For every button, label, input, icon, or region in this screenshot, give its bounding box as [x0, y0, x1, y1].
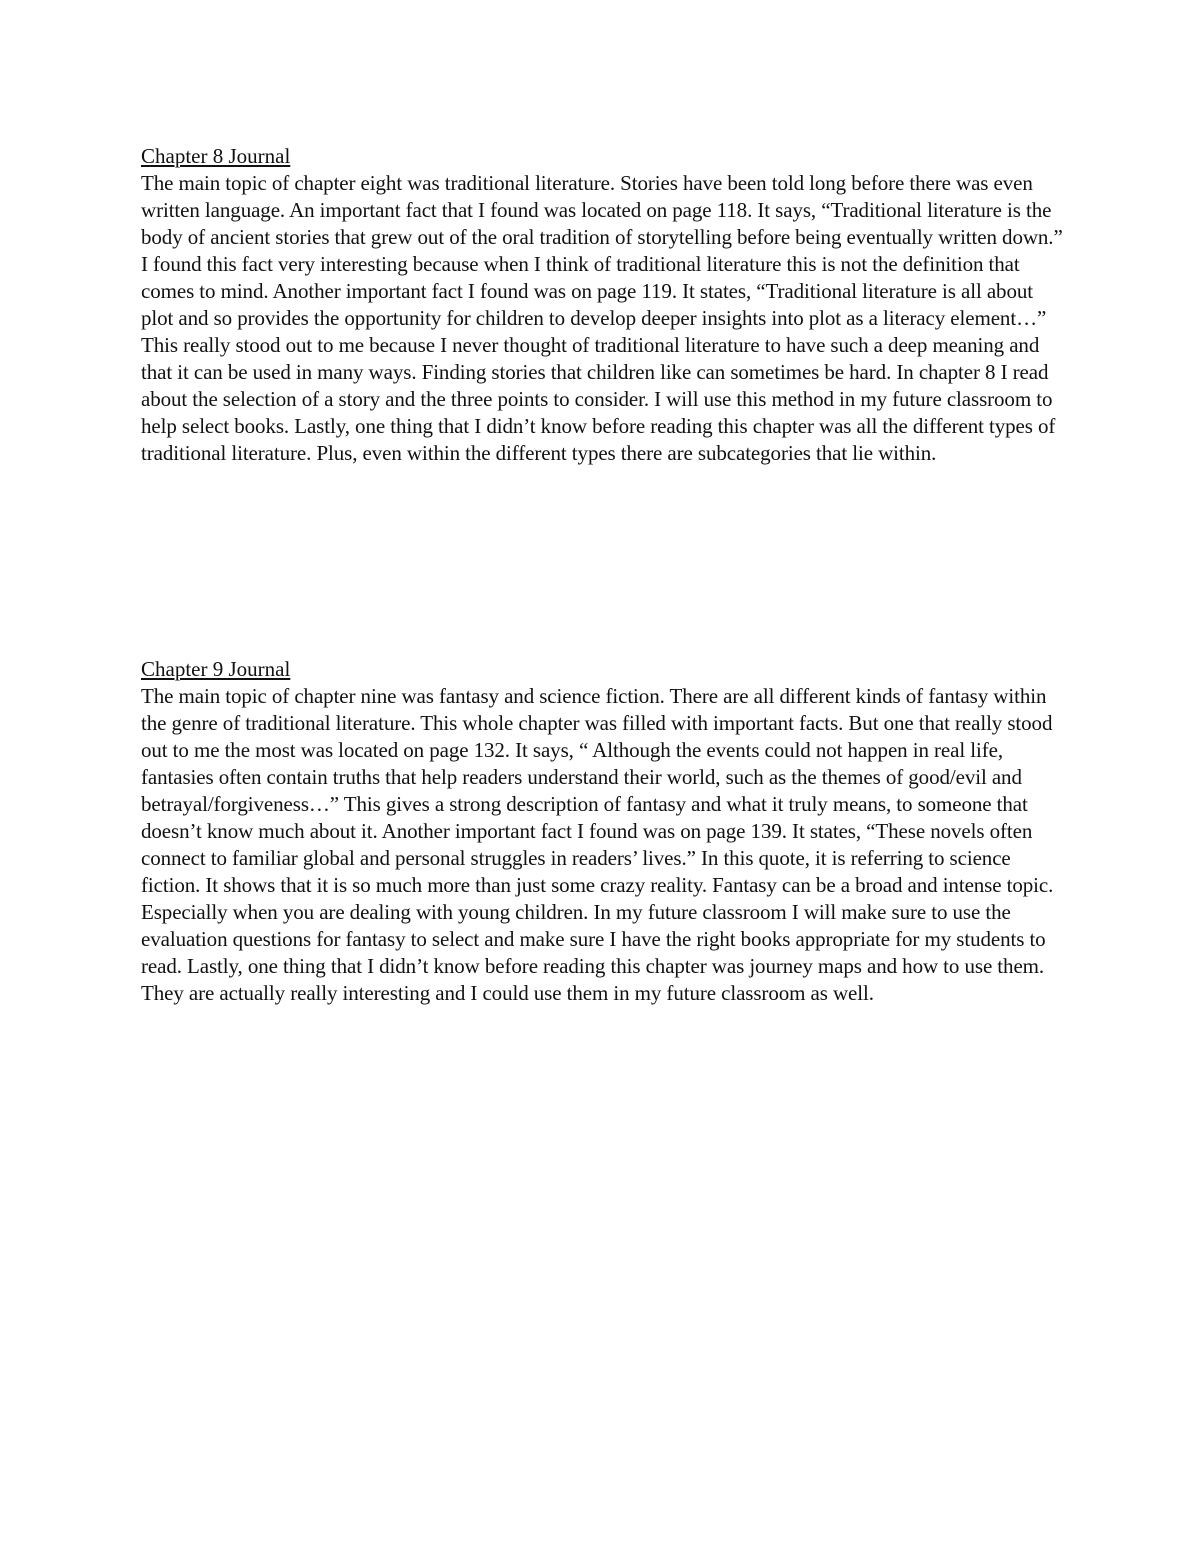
chapter-9-journal-section	[141, 656, 1066, 1007]
chapter-9-heading: Chapter 9 Journal	[141, 657, 291, 681]
chapter-8-journal-section	[141, 143, 1066, 467]
chapter-9-body: The main topic of chapter nine was fantasy and science fiction. There are all different kinds of fantasy within the genre of traditional literature. This whole chapter was filled with important facts. But one that really stood out to me the most was located on page 132. It says, “ Although the events could not happen in real life, fantasies often contain truths that help readers understand their world, such as the themes of good/evil and betrayal/forgiveness…” This gives a strong description of fantasy and what it truly means, to someone that doesn’t know much about it. Another important fact I found was on page 139. It states, “These novels often connect to familiar global and personal struggles in readers’ lives.” In this quote, it is referring to science fiction. It shows that it is so much more than just some crazy reality. Fantasy can be a broad and intense topic. Especially when you are dealing with young children. In my future classroom I will make sure to use the evaluation questions for fantasy to select and make sure I have the right books appropriate for my students to read. Lastly, one thing that I didn’t know before reading this chapter was journey maps and how to use them. They are actually really interesting and I could use them in my future classroom as well.	[141, 684, 1054, 1005]
chapter-8-heading: Chapter 8 Journal	[141, 144, 291, 168]
chapter-8-body: The main topic of chapter eight was traditional literature. Stories have been told long before there was even written language. An important fact that I found was located on page 118. It says, “Traditional literature is the body of ancient stories that grew out of the oral tradition of storytelling before being eventually written down.” I found this fact very interesting because when I think of traditional literature this is not the definition that comes to mind. Another important fact I found was on page 119. It states, “Traditional literature is all about plot and so provides the opportunity for children to develop deeper insights into plot as a literacy element…” This really stood out to me because I never thought of traditional literature to have such a deep meaning and that it can be used in many ways. Finding stories that children like can sometimes be hard. In chapter 8 I read about the selection of a story and the three points to consider. I will use this method in my future classroom to help select books. Lastly, one thing that I didn’t know before reading this chapter was all the different types of traditional literature. Plus, even within the different types there are subcategories that lie within.	[141, 171, 1063, 465]
